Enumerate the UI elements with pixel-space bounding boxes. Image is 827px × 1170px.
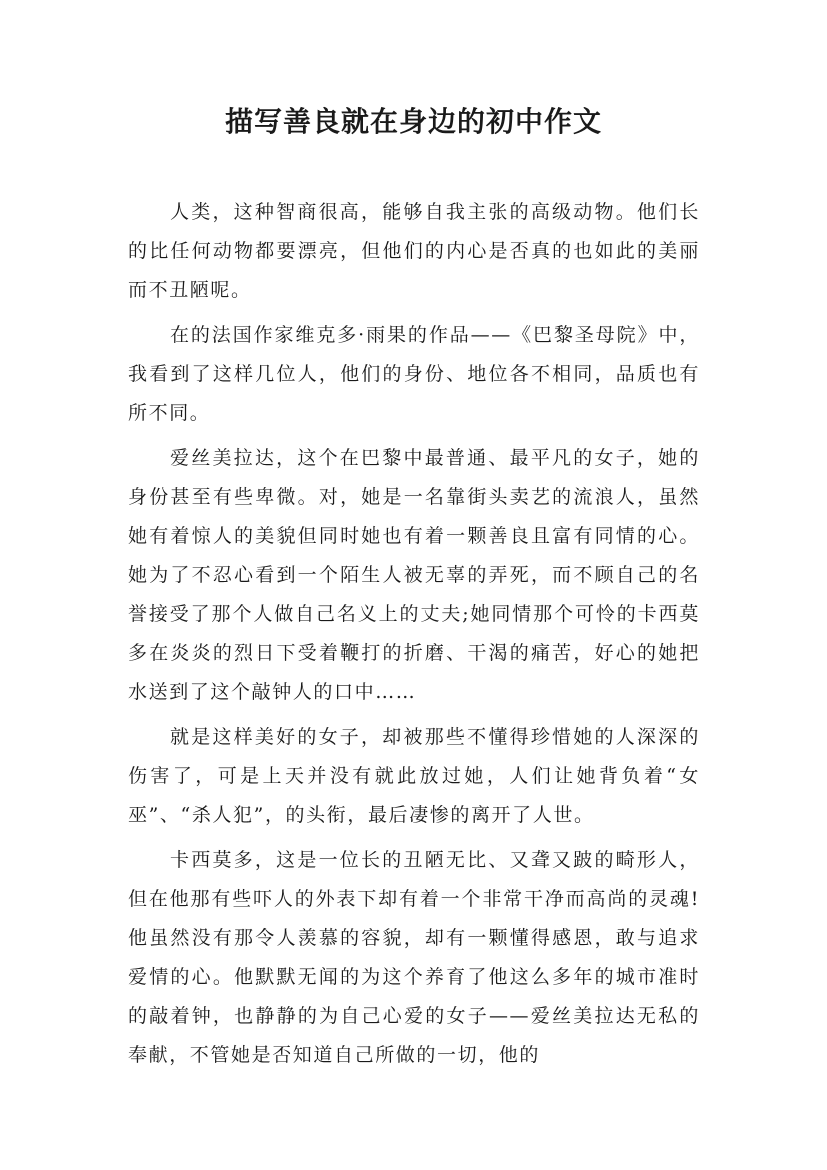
document-body <box>128 193 700 1081</box>
paragraph-4: 就是这样美好的女子，却被那些不懂得珍惜她的人深深的伤害了，可是上天并没有就此放过她，人们让她背负着“女巫”、“杀人犯”，的头衔，最后凄惨的离开了人世。 <box>128 726 700 826</box>
document-title: 描写善良就在身边的初中作文 <box>224 105 602 138</box>
paragraph-2: 在的法国作家维克多·雨果的作品——《巴黎圣母院》中，我看到了这样几位人，他们的身份、地位各不相同，品质也有所不同。 <box>128 324 700 424</box>
paragraph-1: 人类，这种智商很高，能够自我主张的高级动物。他们长的比任何动物都要漂亮，但他们的内心是否真的也如此的美丽而不丑陋呢。 <box>128 201 700 301</box>
paragraph-5: 卡西莫多，这是一位长的丑陋无比、又聋又跛的畸形人，但在他那有些吓人的外表下却有着一个非常干净而高尚的灵魂!他虽然没有那令人羡慕的容貌，却有一颗懂得感恩，敢与追求爱情的心。他默默无闻的为这个养育了他这么多年的城市准时的敲着钟，也静静的为自己心爱的女子——爱丝美拉达无私的奉献，不管她是否知道自己所做的一切，他的 <box>128 849 700 1066</box>
paragraph-3: 爱丝美拉达，这个在巴黎中最普通、最平凡的女子，她的身份甚至有些卑微。对，她是一名靠街头卖艺的流浪人，虽然她有着惊人的美貌但同时她也有着一颗善良且富有同情的心。她为了不忍心看到一个陌生人被无辜的弄死，而不顾自己的名誉接受了那个人做自己名义上的丈夫;她同情那个可怜的卡西莫多在炎炎的烈日下受着鞭打的折磨、干渴的痛苦，好心的她把水送到了这个敲钟人的口中…… <box>128 447 700 703</box>
